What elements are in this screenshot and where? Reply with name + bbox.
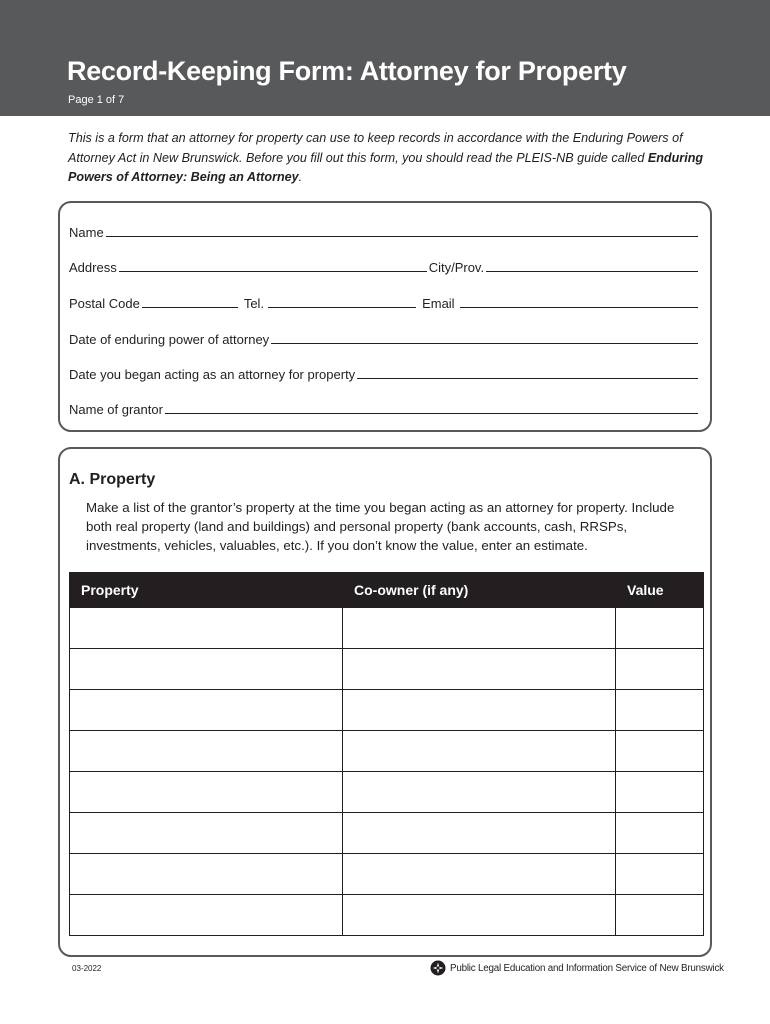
footer-org-name: Public Legal Education and Information Service of New Brunswick	[450, 962, 724, 974]
property-cell[interactable]	[70, 854, 343, 895]
intro-text: This is a form that an attorney for property can use to keep records in accordance with the Enduring Powers of Attorney Act in New Brunswick. Before you fill out this form, you should read the PLEIS-NB guide called	[68, 131, 683, 165]
co-owner-cell[interactable]	[343, 813, 616, 854]
property-table-header	[70, 573, 704, 608]
table-row	[70, 649, 704, 690]
address-field[interactable]	[119, 271, 427, 272]
city-field[interactable]	[486, 271, 698, 272]
began-date-row	[69, 364, 700, 382]
co-owner-cell[interactable]	[343, 731, 616, 772]
table-row	[70, 813, 704, 854]
table-row	[70, 854, 704, 895]
property-cell[interactable]	[70, 690, 343, 731]
footer-organization	[430, 960, 724, 976]
column-header-value: Value	[616, 573, 704, 608]
value-cell[interactable]	[616, 731, 704, 772]
contact-info-box	[58, 201, 712, 432]
postal-code-label: Postal Code	[69, 296, 140, 311]
value-cell[interactable]	[616, 854, 704, 895]
value-cell[interactable]	[616, 690, 704, 731]
grantor-field[interactable]	[165, 413, 698, 414]
name-label: Name	[69, 225, 104, 240]
grantor-label: Name of grantor	[69, 402, 163, 417]
name-row	[69, 222, 700, 240]
intro-paragraph	[68, 129, 718, 188]
co-owner-cell[interactable]	[343, 895, 616, 936]
grantor-row	[69, 399, 700, 417]
began-date-field[interactable]	[357, 378, 698, 379]
page-header	[0, 0, 770, 116]
value-cell[interactable]	[616, 772, 704, 813]
column-header-property: Property	[70, 573, 343, 608]
table-row	[70, 772, 704, 813]
address-label: Address	[69, 260, 117, 275]
table-row	[70, 895, 704, 936]
value-cell[interactable]	[616, 608, 704, 649]
postal-row	[69, 293, 700, 311]
property-cell[interactable]	[70, 895, 343, 936]
section-a-title: A. Property	[69, 471, 156, 488]
column-header-co-owner: Co-owner (if any)	[343, 573, 616, 608]
table-row	[70, 690, 704, 731]
co-owner-cell[interactable]	[343, 649, 616, 690]
guide-title: Enduring Powers of Attorney: Being an Attorney	[68, 150, 704, 184]
page-number: Page 1 of 7	[68, 94, 125, 106]
table-row	[70, 731, 704, 772]
section-a-description: Make a list of the grantor’s property at the time you began acting as an attorney for property. Include both real property (land and buildings) and personal property (bank accounts, cash, RRSPs, investments, vehicles, valuables, etc.). If you don’t know the value, enter an estimate.	[86, 500, 675, 553]
value-cell[interactable]	[616, 813, 704, 854]
property-cell[interactable]	[70, 731, 343, 772]
co-owner-cell[interactable]	[343, 854, 616, 895]
tel-label: Tel.	[243, 296, 265, 311]
property-cell[interactable]	[70, 772, 343, 813]
name-field[interactable]	[106, 236, 698, 237]
property-cell[interactable]	[70, 608, 343, 649]
co-owner-cell[interactable]	[343, 690, 616, 731]
property-cell[interactable]	[70, 649, 343, 690]
section-a-box	[58, 447, 712, 957]
epa-date-field[interactable]	[271, 343, 698, 344]
email-label: Email	[422, 296, 455, 311]
address-row	[69, 257, 700, 275]
property-cell[interactable]	[70, 813, 343, 854]
property-table	[69, 572, 704, 936]
form-code: 03-2022	[72, 964, 102, 973]
value-cell[interactable]	[616, 649, 704, 690]
intro-end: .	[298, 170, 303, 184]
email-field[interactable]	[460, 307, 698, 308]
epa-date-label: Date of enduring power of attorney	[69, 332, 270, 347]
postal-code-field[interactable]	[142, 307, 238, 308]
tel-field[interactable]	[268, 307, 416, 308]
pleis-logo-icon	[430, 960, 446, 976]
city-label: City/Prov.	[428, 260, 485, 275]
co-owner-cell[interactable]	[343, 772, 616, 813]
page-title: Record-Keeping Form: Attorney for Property	[67, 56, 627, 86]
epa-date-row	[69, 329, 700, 347]
value-cell[interactable]	[616, 895, 704, 936]
table-row	[70, 608, 704, 649]
began-date-label: Date you began acting as an attorney for property	[69, 367, 356, 382]
co-owner-cell[interactable]	[343, 608, 616, 649]
